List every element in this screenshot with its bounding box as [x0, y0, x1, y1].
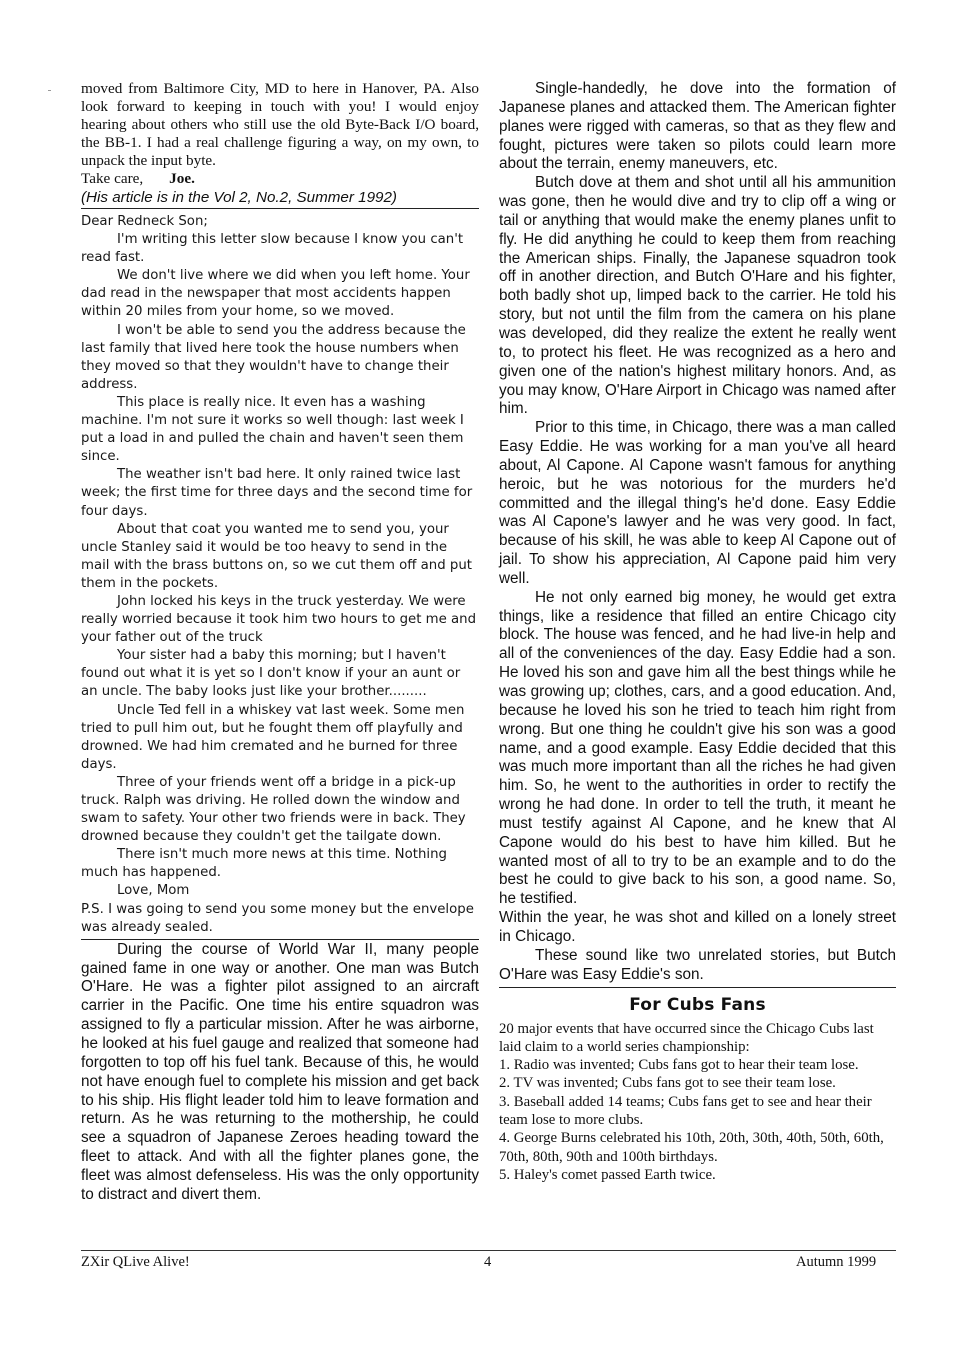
section-divider [81, 939, 479, 940]
story-paragraph: He not only earned big money, he would get extra things, like a residence that filled an entire Chicago city block. The house was fenced, and he had live-in help and all of the conveniences of the day. Easy Eddie had a son. He loved his son and gave him all the best things while he was growing up; clothes, cars, and a good education. And, because he loved his son he tried to teach him right from wrong. But one thing he couldn't give his son was a good name, and a good example. Easy Eddie decided that this was much more important than all the riches he had given him. So, he went to the authorities in order to rectify the wrong he had done. In order to tell the truth, it meant he must testify against Al Capone, and he knew that Al Capone would do his best to have him killed. But he wanted most of all to try to be an example and to do the best he could to give back to his son, a good name. So, he testified. [499, 588, 896, 908]
story-within-year: Within the year, he was shot and killed on a lonely street in Chicago. [499, 909, 896, 945]
cubs-list-item: 1. Radio was invented; Cubs fans got to hear their team lose. [499, 1057, 859, 1074]
story-paragraph: Butch dove at them and shot until all his ammunition was gone, then he would dive and try to clip off a wing or tail or anything that would make the enemy planes unfit to fly. He did anything he could to keep them from reaching the American ships. Finally, the Japanese squadron took off in another direction, and Butch O'Hare and his fighter, both badly shot up, limped back to the carrier. He told his story, but not until the film from the camera on his plane was developed, did they realize the extent he really went to, to protect his fleet. He was recognized as a hero and given one of the nation's highest military honors. And, as you may know, O'Hare Airport in Chicago was named after him. [499, 174, 896, 418]
letter-paragraph: There isn't much more news at this time. Nothing much has happened. [81, 847, 447, 881]
cubs-section [499, 995, 896, 1185]
wwii-story-start: During the course of World War II, many people gained fame in one way or another. One man was Butch O'Hare. He was a fighter pilot assigned to an aircraft carrier in the Pacific. One time his entire squadron was assigned to fly a particular mission. After he was airborne, he looked at his fuel gauge and realized that someone had forgotten to top off his fuel tank. Because of this, he would not have enough fuel to complete his mission and get back to his ship. His flight leader told him to leave formation and return. As he was returning to the mothership, he could see a squadron of Japanese Zeroes heading toward the fleet to attack. And with all the fighter planes gone, the fleet was almost defenseless. His was the only opportunity to distract and divert them. [81, 940, 479, 1203]
letter-paragraph: Uncle Ted fell in a whiskey vat last week. Some men tried to pull him out, but he fought them off playfully and drowned. We had him cremated and he burned for three days. [81, 702, 465, 772]
cubs-intro: 20 major events that have occurred since the Chicago Cubs last laid claim to a world series championship: [499, 1020, 874, 1055]
signoff-label: Take care, [81, 170, 144, 187]
letter-paragraph: About that coat you wanted me to send you, your uncle Stanley said it would be too heavy to send in the mail with the brass buttons on, so we cut them off and put them in the pockets. [81, 521, 472, 591]
cubs-list-item: 2. TV was invented; Cubs fans got to see their team lose. [499, 1075, 836, 1092]
letter-paragraph: We don't live where we did when you left home. Your dad read in the newspaper that most accidents happen within 20 miles from your home, so we moved. [81, 268, 470, 320]
cubs-list-item: 4. George Burns celebrated his 10th, 20th, 30th, 40th, 50th, 60th, 70th, 80th, 90th and 100th birthdays. [499, 1130, 884, 1165]
letter-closing: Love, Mom [117, 883, 190, 899]
cubs-title: For Cubs Fans [629, 994, 766, 1015]
letter-greeting: Dear Redneck Son; [81, 214, 208, 229]
letter-paragraph: Three of your friends went off a bridge in a pick-up truck. Ralph was driving. He rolled down the window and swam to safety. Your other two friends were in back. They drowned because they couldn't get the tailgate down. [81, 774, 466, 845]
cubs-list-item: 3. Baseball added 14 teams; Cubs fans get to see and hear their team lose to more clubs. [499, 1093, 872, 1128]
letter-paragraph: Your sister had a baby this morning; but I haven't found out what it is yet so I don't know if your an aunt or an uncle. The baby looks just like your brother......... [81, 648, 461, 700]
story-paragraph: Single-handedly, he dove into the formation of Japanese planes and attacked them. The American fighter planes were rigged with cameras, so that as they flew and fought, pictures were taken so pilots could learn more about the terrain, enemy maneuvers, etc. [499, 80, 896, 173]
letter-paragraph: John locked his keys in the truck yesterday. We were really worried because it took him two hours to get me and your father out of the truck [81, 593, 477, 646]
footer-issue: Autumn 1999 [796, 1254, 877, 1270]
left-column [81, 80, 479, 1205]
letter-end-text: moved from Baltimore City, MD to here in Hanover, PA. Also look forward to keeping in touch with you! I would enjoy hearing about others who still use the old Byte-Back I/O board, the BB-1. I had a real challenge figuring a way, on my own, to unpack the input byte. [81, 80, 479, 169]
story-paragraph: Prior to this time, in Chicago, there was a man called Easy Eddie. He was working for a man you've all heard about, Al Capone. Al Capone wasn't famous for anything heroic, but he was notorious for the murders he'd committed and the illegal thing's he'd done. Easy Eddie was Al Capone's lawyer and he was very good. In fact, because of his skill, he was able to keep Al Capone out of jail. To show his appreciation, Al Capone paid him very well. [499, 419, 896, 587]
letter-paragraph: The weather isn't bad here. It only rained twice last week; the first time for three days and the second time for four days. [81, 467, 473, 519]
story-closing: These sound like two unrelated stories, but Butch O'Hare was Easy Eddie's son. [499, 946, 896, 983]
footer-publication: ZXir QLive Alive! [81, 1254, 190, 1270]
right-column [499, 80, 896, 1184]
footer-page-number: 4 [484, 1254, 492, 1270]
cubs-list-item: 5. Haley's comet passed Earth twice. [499, 1166, 716, 1183]
letter-paragraph: I'm writing this letter slow because I know you can't read fast. [81, 232, 464, 266]
signoff-name: Joe. [169, 170, 195, 187]
letter-paragraph: I won't be able to send you the address because the last family that lived here took the house numbers when they moved so that they wouldn't have to change their address. [81, 322, 466, 392]
footer-rule [81, 1250, 896, 1251]
article-reference-note: (His article is in the Vol 2, No.2, Summer 1992) [81, 189, 479, 209]
letter-paragraph: This place is really nice. It even has a washing machine. I'm not sure it works so well though: last week I put a load in and pulled the chain and haven't seen them since. [81, 394, 464, 465]
letter-signoff [81, 170, 479, 188]
letter-postscript: P.S. I was going to send you some money but the envelope was already sealed. [81, 901, 474, 935]
scan-speck [48, 90, 51, 91]
mom-letter [81, 213, 479, 937]
section-divider [499, 987, 896, 988]
